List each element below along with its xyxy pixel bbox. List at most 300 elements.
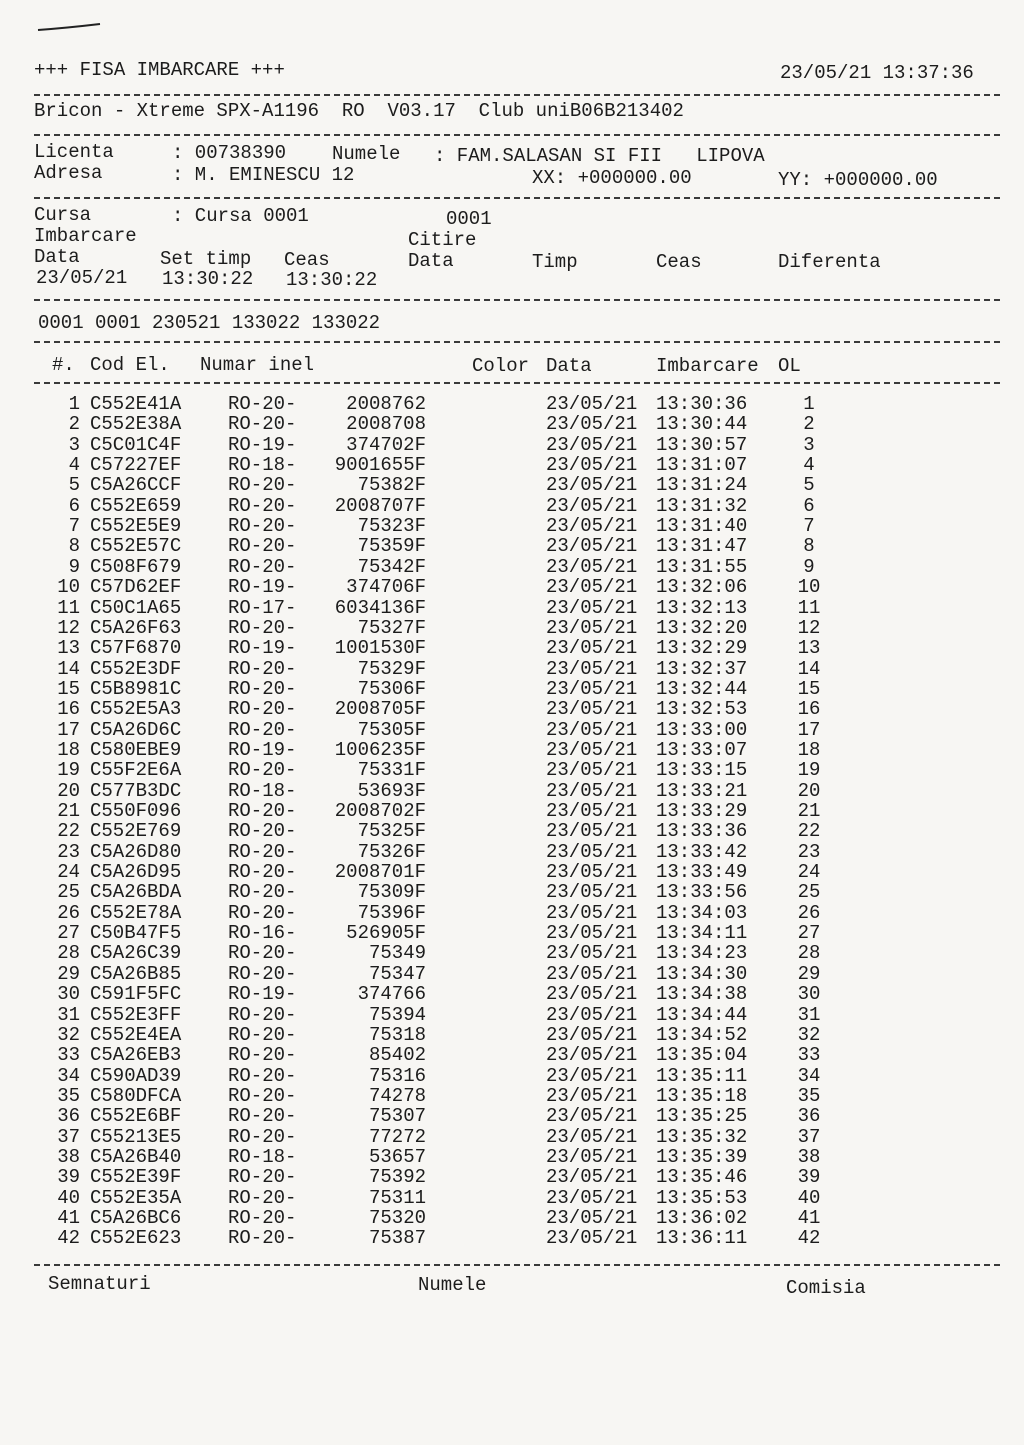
boarding-date: 23/05/21 <box>546 433 638 456</box>
boarding-time: 13:32:29 <box>656 637 748 660</box>
cod-electronic: C552E3DF <box>90 657 182 680</box>
boarding-date: 23/05/21 <box>546 759 638 782</box>
boarding-date: 23/05/21 <box>546 515 638 538</box>
boarding-date: 23/05/21 <box>546 1105 638 1128</box>
table-row <box>0 943 1024 963</box>
ol-order: 35 <box>797 1084 821 1107</box>
ring-number: 374766 <box>357 983 426 1006</box>
row-number: 3 <box>68 433 80 456</box>
cod-electronic: C5A26CCF <box>90 474 182 497</box>
ol-order: 30 <box>797 983 821 1006</box>
ol-order: 28 <box>797 942 821 965</box>
table-row <box>0 923 1024 943</box>
row-number: 34 <box>57 1064 80 1087</box>
ol-order: 8 <box>803 535 815 558</box>
divider <box>34 341 1000 343</box>
table-row <box>0 598 1024 618</box>
boarding-date: 23/05/21 <box>546 800 638 822</box>
sheet-title: +++ FISA IMBARCARE +++ <box>34 59 285 81</box>
cod-electronic: C57D62EF <box>90 576 182 599</box>
table-row <box>0 455 1024 475</box>
cod-electronic: C552E35A <box>90 1186 182 1209</box>
cod-electronic: C508F679 <box>90 555 182 578</box>
boarding-time: 13:33:21 <box>656 779 748 802</box>
pen-mark <box>36 22 102 32</box>
cod-electronic: C552E5A3 <box>90 698 182 721</box>
boarding-time: 13:36:11 <box>656 1227 748 1250</box>
cod-electronic: C5A26D95 <box>90 861 182 884</box>
row-number: 40 <box>57 1186 80 1209</box>
ol-order: 29 <box>797 962 821 985</box>
th-data: Data <box>546 355 592 377</box>
ring-number: 2008762 <box>346 393 426 415</box>
cod-electronic: C55F2E6A <box>90 759 182 782</box>
ring-number: 75394 <box>368 1003 426 1026</box>
adresa-label: Adresa <box>34 162 103 184</box>
ring-prefix: RO-20- <box>228 698 297 721</box>
ol-order: 37 <box>797 1125 821 1148</box>
boarding-date: 23/05/21 <box>546 718 638 741</box>
ol-order: 21 <box>797 800 821 822</box>
table-row <box>0 394 1024 414</box>
boarding-time: 13:30:44 <box>656 413 748 436</box>
boarding-date: 23/05/21 <box>546 962 638 985</box>
ring-number: 75309F <box>357 881 426 904</box>
ol-order: 18 <box>797 738 821 761</box>
cod-electronic: C552E659 <box>90 494 182 517</box>
table-row <box>0 842 1024 862</box>
ring-prefix: RO-19- <box>228 637 297 660</box>
table-row <box>0 1208 1024 1228</box>
col-set-timp: Set timp <box>160 248 252 270</box>
ring-number: 2008705F <box>334 698 426 721</box>
divider <box>34 299 1000 301</box>
boarding-date: 23/05/21 <box>546 738 638 761</box>
boarding-date: 23/05/21 <box>546 1003 638 1026</box>
boarding-date: 23/05/21 <box>546 922 638 945</box>
row-number: 33 <box>57 1044 80 1067</box>
ring-number: 526905F <box>346 922 426 945</box>
cod-electronic: C5A26F63 <box>90 616 182 639</box>
table-row <box>0 618 1024 638</box>
ol-order: 7 <box>803 515 815 538</box>
table-row <box>0 760 1024 780</box>
table-row <box>0 1147 1024 1167</box>
boarding-date: 23/05/21 <box>546 555 638 578</box>
table-row <box>0 984 1024 1004</box>
ring-prefix: RO-20- <box>228 820 297 843</box>
cod-electronic: C580EBE9 <box>90 738 182 761</box>
cod-electronic: C5A26BC6 <box>90 1207 182 1229</box>
ol-order: 33 <box>797 1044 821 1067</box>
boarding-time: 13:33:56 <box>656 881 748 904</box>
ol-order: 17 <box>797 718 821 741</box>
ol-order: 15 <box>797 677 821 700</box>
row-number: 6 <box>68 494 80 517</box>
row-number: 2 <box>68 413 80 436</box>
boarding-time: 13:32:53 <box>656 698 748 721</box>
cod-electronic: C590AD39 <box>90 1064 182 1087</box>
ring-prefix: RO-20- <box>228 1084 297 1107</box>
ring-number: 6034136F <box>334 596 426 619</box>
cod-electronic: C552E623 <box>90 1227 182 1250</box>
ring-prefix: RO-20- <box>228 718 297 741</box>
table-row <box>0 720 1024 740</box>
boarding-time: 13:35:46 <box>656 1166 748 1189</box>
col-diferenta: Diferenta <box>778 251 881 273</box>
numele-label: Numele <box>332 143 401 165</box>
table-row <box>0 557 1024 577</box>
boarding-date: 23/05/21 <box>546 1166 638 1189</box>
ring-prefix: RO-20- <box>228 393 297 415</box>
row-number: 35 <box>57 1084 80 1107</box>
boarding-time: 13:31:55 <box>656 555 748 578</box>
table-row <box>0 496 1024 516</box>
row-number: 39 <box>57 1166 80 1189</box>
boarding-time: 13:34:11 <box>656 922 748 945</box>
cod-electronic: C50C1A65 <box>90 596 182 619</box>
row-number: 18 <box>57 738 80 761</box>
ring-prefix: RO-20- <box>228 800 297 822</box>
row-number: 9 <box>68 555 80 578</box>
table-row <box>0 882 1024 902</box>
row-number: 20 <box>57 779 80 802</box>
ring-number: 75306F <box>357 677 426 700</box>
ring-prefix: RO-20- <box>228 1186 297 1209</box>
ol-order: 41 <box>797 1207 821 1229</box>
table-row <box>0 1025 1024 1045</box>
boarding-time: 13:31:40 <box>656 515 748 538</box>
divider <box>34 94 1000 96</box>
ring-prefix: RO-20- <box>228 413 297 436</box>
boarding-time: 13:32:06 <box>656 576 748 599</box>
ring-prefix: RO-20- <box>228 840 297 863</box>
ring-prefix: RO-20- <box>228 1003 297 1026</box>
row-number: 41 <box>57 1207 80 1229</box>
ring-number: 1001530F <box>334 637 426 660</box>
boarding-date: 23/05/21 <box>546 881 638 904</box>
ring-number: 75327F <box>357 616 426 639</box>
ring-number: 53657 <box>368 1145 426 1168</box>
ring-number: 9001655F <box>334 454 426 477</box>
print-datetime: 23/05/21 13:37:36 <box>780 62 974 84</box>
cod-electronic: C5A26D80 <box>90 840 182 863</box>
row-number: 26 <box>57 901 80 924</box>
cod-electronic: C5A26EB3 <box>90 1044 182 1067</box>
citire-label: Citire <box>408 229 477 251</box>
boarding-time: 13:31:47 <box>656 535 748 558</box>
boarding-time: 13:31:32 <box>656 494 748 517</box>
ring-number: 75323F <box>357 515 426 538</box>
cod-electronic: C552E78A <box>90 901 182 924</box>
footer-semnaturi: Semnaturi <box>48 1273 151 1295</box>
ol-order: 42 <box>797 1227 821 1250</box>
cod-electronic: C552E769 <box>90 820 182 843</box>
ring-prefix: RO-20- <box>228 657 297 680</box>
row-number: 19 <box>57 759 80 782</box>
col-ceas: Ceas <box>284 249 330 271</box>
table-row <box>0 516 1024 536</box>
boarding-time: 13:32:20 <box>656 616 748 639</box>
val-ceas: 13:30:22 <box>286 269 378 291</box>
row-number: 8 <box>68 535 80 558</box>
row-number: 11 <box>57 596 80 619</box>
cod-electronic: C552E41A <box>90 393 182 415</box>
boarding-date: 23/05/21 <box>546 901 638 924</box>
row-number: 12 <box>57 616 80 639</box>
ol-order: 19 <box>797 759 821 782</box>
boarding-time: 13:33:42 <box>656 840 748 863</box>
ring-number: 2008702F <box>334 800 426 822</box>
ol-order: 36 <box>797 1105 821 1128</box>
cod-electronic: C552E39F <box>90 1166 182 1189</box>
ol-order: 11 <box>797 596 821 619</box>
table-row <box>0 577 1024 597</box>
ring-prefix: RO-18- <box>228 454 297 477</box>
cod-electronic: C5A26C39 <box>90 942 182 965</box>
table-row <box>0 536 1024 556</box>
boarding-time: 13:33:29 <box>656 800 748 822</box>
cod-electronic: C552E6BF <box>90 1105 182 1128</box>
row-number: 7 <box>68 515 80 538</box>
cod-electronic: C5A26BDA <box>90 881 182 904</box>
ring-prefix: RO-18- <box>228 779 297 802</box>
cod-electronic: C5A26D6C <box>90 718 182 741</box>
ring-number: 2008707F <box>334 494 426 517</box>
footer-numele: Numele <box>418 1274 487 1296</box>
ring-number: 75329F <box>357 657 426 680</box>
boarding-date: 23/05/21 <box>546 1023 638 1046</box>
row-number: 13 <box>57 637 80 660</box>
row-number: 10 <box>57 576 80 599</box>
boarding-date: 23/05/21 <box>546 1044 638 1067</box>
row-number: 4 <box>68 454 80 477</box>
ring-prefix: RO-20- <box>228 942 297 965</box>
ring-number: 75382F <box>357 474 426 497</box>
table-row <box>0 1086 1024 1106</box>
boarding-date: 23/05/21 <box>546 1207 638 1229</box>
boarding-date: 23/05/21 <box>546 637 638 660</box>
boarding-date: 23/05/21 <box>546 779 638 802</box>
boarding-date: 23/05/21 <box>546 413 638 436</box>
row-number: 15 <box>57 677 80 700</box>
row-number: 24 <box>57 861 80 884</box>
table-row <box>0 862 1024 882</box>
boarding-time: 13:33:36 <box>656 820 748 843</box>
boarding-time: 13:32:44 <box>656 677 748 700</box>
ring-prefix: RO-20- <box>228 1064 297 1087</box>
ring-number: 75387 <box>368 1227 426 1250</box>
boarding-time: 13:33:07 <box>656 738 748 761</box>
ring-prefix: RO-20- <box>228 616 297 639</box>
ol-order: 14 <box>797 657 821 680</box>
ol-order: 16 <box>797 698 821 721</box>
row-number: 5 <box>68 474 80 497</box>
cursa-code: 0001 <box>446 208 492 230</box>
ring-number: 2008701F <box>334 861 426 884</box>
cod-electronic: C5A26B40 <box>90 1145 182 1168</box>
cursa-value: : Cursa 0001 <box>172 205 309 227</box>
row-number: 23 <box>57 840 80 863</box>
ring-number: 75307 <box>368 1105 426 1128</box>
ring-prefix: RO-20- <box>228 901 297 924</box>
ring-prefix: RO-20- <box>228 861 297 884</box>
th-imbarcare: Imbarcare <box>656 355 759 377</box>
ring-prefix: RO-20- <box>228 535 297 558</box>
ring-prefix: RO-17- <box>228 596 297 619</box>
ring-prefix: RO-20- <box>228 677 297 700</box>
row-number: 28 <box>57 942 80 965</box>
cod-electronic: C5B8981C <box>90 677 182 700</box>
ol-order: 10 <box>797 576 821 599</box>
ring-prefix: RO-20- <box>228 1125 297 1148</box>
divider <box>34 382 1000 384</box>
divider <box>34 197 1000 199</box>
numele-value: : FAM.SALASAN SI FII LIPOVA <box>434 145 765 167</box>
divider <box>34 134 1000 136</box>
boarding-time: 13:35:11 <box>656 1064 748 1087</box>
boarding-date: 23/05/21 <box>546 1227 638 1250</box>
ring-number: 75311 <box>368 1186 426 1209</box>
table-row <box>0 1005 1024 1025</box>
ring-prefix: RO-20- <box>228 759 297 782</box>
boarding-time: 13:35:53 <box>656 1186 748 1209</box>
ring-number: 53693F <box>357 779 426 802</box>
ring-number: 75342F <box>357 555 426 578</box>
ring-number: 75396F <box>357 901 426 924</box>
licenta-label: Licenta <box>34 141 114 163</box>
cod-electronic: C552E3FF <box>90 1003 182 1026</box>
ring-number: 77272 <box>368 1125 426 1148</box>
ring-number: 74278 <box>368 1084 426 1107</box>
cursa-label: Cursa <box>34 204 92 226</box>
table-row <box>0 903 1024 923</box>
boarding-date: 23/05/21 <box>546 393 638 415</box>
ring-prefix: RO-19- <box>228 738 297 761</box>
ol-order: 2 <box>803 413 815 436</box>
cod-electronic: C550F096 <box>90 800 182 822</box>
row-number: 14 <box>57 657 80 680</box>
imbarcare-label: Imbarcare <box>34 225 137 247</box>
ring-number: 75318 <box>368 1023 426 1046</box>
ol-order: 24 <box>797 861 821 884</box>
ol-order: 25 <box>797 881 821 904</box>
table-row <box>0 475 1024 495</box>
table-row <box>0 1045 1024 1065</box>
row-number: 30 <box>57 983 80 1006</box>
cod-electronic: C552E57C <box>90 535 182 558</box>
ring-prefix: RO-20- <box>228 1166 297 1189</box>
th-cod: Cod El. <box>90 354 170 376</box>
boarding-time: 13:33:00 <box>656 718 748 741</box>
boarding-date: 23/05/21 <box>546 698 638 721</box>
table-row <box>0 781 1024 801</box>
boarding-date: 23/05/21 <box>546 942 638 965</box>
cod-electronic: C591F5FC <box>90 983 182 1006</box>
row-number: 42 <box>57 1227 80 1250</box>
ol-order: 6 <box>803 494 815 517</box>
ol-order: 1 <box>803 393 815 415</box>
ring-number: 75331F <box>357 759 426 782</box>
ring-prefix: RO-20- <box>228 962 297 985</box>
boarding-date: 23/05/21 <box>546 576 638 599</box>
boarding-time: 13:31:24 <box>656 474 748 497</box>
boarding-time: 13:32:37 <box>656 657 748 680</box>
table-row <box>0 740 1024 760</box>
ol-order: 23 <box>797 840 821 863</box>
boarding-date: 23/05/21 <box>546 1186 638 1209</box>
boarding-date: 23/05/21 <box>546 1145 638 1168</box>
val-set-timp: 13:30:22 <box>162 268 254 290</box>
row-number: 1 <box>68 393 80 415</box>
col-ceas-citire: Ceas <box>656 251 702 273</box>
boarding-time: 13:34:23 <box>656 942 748 965</box>
boarding-time: 13:30:57 <box>656 433 748 456</box>
ring-number: 75392 <box>368 1166 426 1189</box>
row-number: 36 <box>57 1105 80 1128</box>
boarding-date: 23/05/21 <box>546 1084 638 1107</box>
boarding-time: 13:33:49 <box>656 861 748 884</box>
boarding-date: 23/05/21 <box>546 494 638 517</box>
boarding-time: 13:32:13 <box>656 596 748 619</box>
table-row <box>0 964 1024 984</box>
table-row <box>0 638 1024 658</box>
yy-coordinate: YY: +000000.00 <box>778 169 938 191</box>
col-timp: Timp <box>532 251 578 273</box>
ol-order: 39 <box>797 1166 821 1189</box>
boarding-time: 13:33:15 <box>656 759 748 782</box>
table-row <box>0 801 1024 821</box>
th-num: #. <box>52 354 75 376</box>
divider <box>34 1264 1000 1266</box>
ring-prefix: RO-19- <box>228 433 297 456</box>
cod-electronic: C5C01C4F <box>90 433 182 456</box>
boarding-date: 23/05/21 <box>546 1125 638 1148</box>
ol-order: 26 <box>797 901 821 924</box>
ring-prefix: RO-19- <box>228 576 297 599</box>
ring-number: 85402 <box>368 1044 426 1067</box>
row-number: 22 <box>57 820 80 843</box>
ring-prefix: RO-20- <box>228 1227 297 1250</box>
table-row <box>0 1066 1024 1086</box>
table-row <box>0 414 1024 434</box>
row-number: 29 <box>57 962 80 985</box>
row-number: 25 <box>57 881 80 904</box>
boarding-date: 23/05/21 <box>546 657 638 680</box>
ring-prefix: RO-20- <box>228 881 297 904</box>
cod-electronic: C5A26B85 <box>90 962 182 985</box>
ol-order: 31 <box>797 1003 821 1026</box>
boarding-date: 23/05/21 <box>546 820 638 843</box>
footer-comisia: Comisia <box>786 1277 866 1299</box>
ring-prefix: RO-20- <box>228 1044 297 1067</box>
ring-number: 75349 <box>368 942 426 965</box>
boarding-time: 13:30:36 <box>656 393 748 415</box>
table-row <box>0 1167 1024 1187</box>
table-row <box>0 435 1024 455</box>
ol-order: 9 <box>803 555 815 578</box>
boarding-time: 13:35:04 <box>656 1044 748 1067</box>
table-row <box>0 659 1024 679</box>
ring-prefix: RO-16- <box>228 922 297 945</box>
ring-number: 1006235F <box>334 738 426 761</box>
ring-number: 75305F <box>357 718 426 741</box>
ring-prefix: RO-20- <box>228 474 297 497</box>
ring-number: 75359F <box>357 535 426 558</box>
ring-number: 75316 <box>368 1064 426 1087</box>
boarding-date: 23/05/21 <box>546 1064 638 1087</box>
ol-order: 13 <box>797 637 821 660</box>
